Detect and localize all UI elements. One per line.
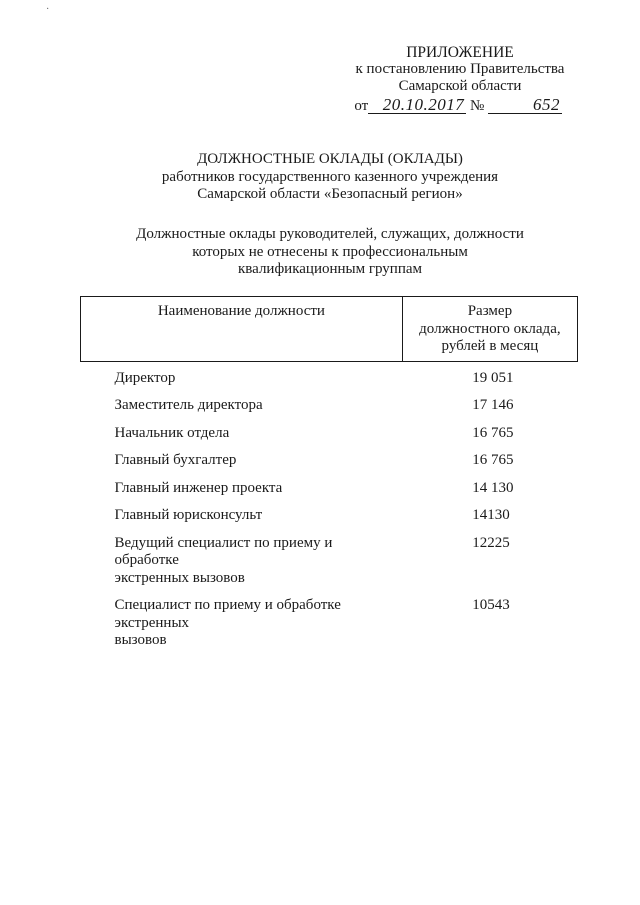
title-line-1: ДОЛЖНОСТНЫЕ ОКЛАДЫ (ОКЛАДЫ) — [197, 151, 463, 167]
title-line-2: работников государственного казенного учреждения — [161, 168, 499, 185]
table-row — [81, 525, 578, 588]
handwritten-number: 652 — [488, 97, 562, 114]
header-salary-line-1: Размер — [467, 303, 513, 319]
header-position-name: Наименование должности — [81, 297, 403, 362]
table-row — [81, 587, 578, 650]
salary-value: 14 130 — [472, 479, 514, 496]
position-name-line-1: Начальник отдела — [114, 424, 230, 441]
title-line-3: Самарской области «Безопасный регион» — [197, 186, 463, 202]
position-name-line-2: вызовов — [114, 632, 167, 648]
position-name — [81, 415, 403, 443]
header-salary — [402, 297, 577, 362]
position-name-line-1: Главный юрисконсульт — [114, 507, 263, 523]
table-row — [81, 415, 578, 443]
handwritten-date: 20.10.2017 — [368, 97, 466, 114]
position-name — [81, 387, 403, 415]
position-name-line-2: экстренных вызовов — [114, 569, 245, 586]
appendix-title: ПРИЛОЖЕНИЕ — [406, 44, 514, 61]
table-row — [81, 442, 578, 470]
position-name-line-1: Главный бухгалтер — [114, 452, 237, 468]
appendix-block — [330, 44, 590, 115]
number-label: № — [469, 98, 485, 114]
position-name-line-1: Директор — [114, 369, 176, 386]
salary-value: 16 765 — [472, 424, 514, 441]
from-label: от — [354, 98, 369, 114]
header-salary-line-2: должностного оклада, — [419, 320, 561, 337]
salary-value: 17 146 — [472, 397, 514, 413]
document-title — [80, 151, 580, 204]
salary-value: 16 765 — [472, 452, 514, 468]
position-name-line-1: Главный инженер проекта — [114, 479, 283, 496]
table-row — [81, 470, 578, 498]
corner-mark: · — [46, 4, 50, 15]
salary-table — [80, 296, 578, 650]
table-header-row — [81, 297, 578, 362]
position-name — [81, 497, 403, 525]
table-row — [81, 361, 578, 387]
position-name — [81, 525, 403, 588]
salary-value: 19 051 — [472, 369, 514, 386]
position-name — [81, 361, 403, 387]
position-name-line-1: Ведущий специалист по приему и обработке — [114, 534, 333, 568]
position-name — [81, 587, 403, 650]
position-name — [81, 470, 403, 498]
position-name — [81, 442, 403, 470]
appendix-line-2: Самарской области — [398, 78, 522, 94]
salary-value: 10543 — [472, 597, 510, 613]
subtitle-line-1: Должностные оклады руководителей, служащих, должности — [136, 226, 524, 242]
document-subtitle — [80, 226, 580, 279]
appendix-date-line — [330, 97, 590, 115]
position-name-line-1: Специалист по приему и обработке экстренных — [114, 597, 341, 631]
table-row — [81, 387, 578, 415]
position-name-line-1: Заместитель директора — [114, 397, 263, 413]
salary-value: 12225 — [472, 534, 510, 551]
table-row — [81, 497, 578, 525]
salary-value: 14130 — [472, 507, 510, 523]
subtitle-line-3: квалификационным группам — [237, 261, 423, 277]
subtitle-line-2: которых не отнесены к профессиональным — [192, 243, 468, 260]
appendix-line-1: к постановлению Правительства — [355, 61, 565, 77]
header-salary-line-3: рублей в месяц — [441, 338, 539, 354]
